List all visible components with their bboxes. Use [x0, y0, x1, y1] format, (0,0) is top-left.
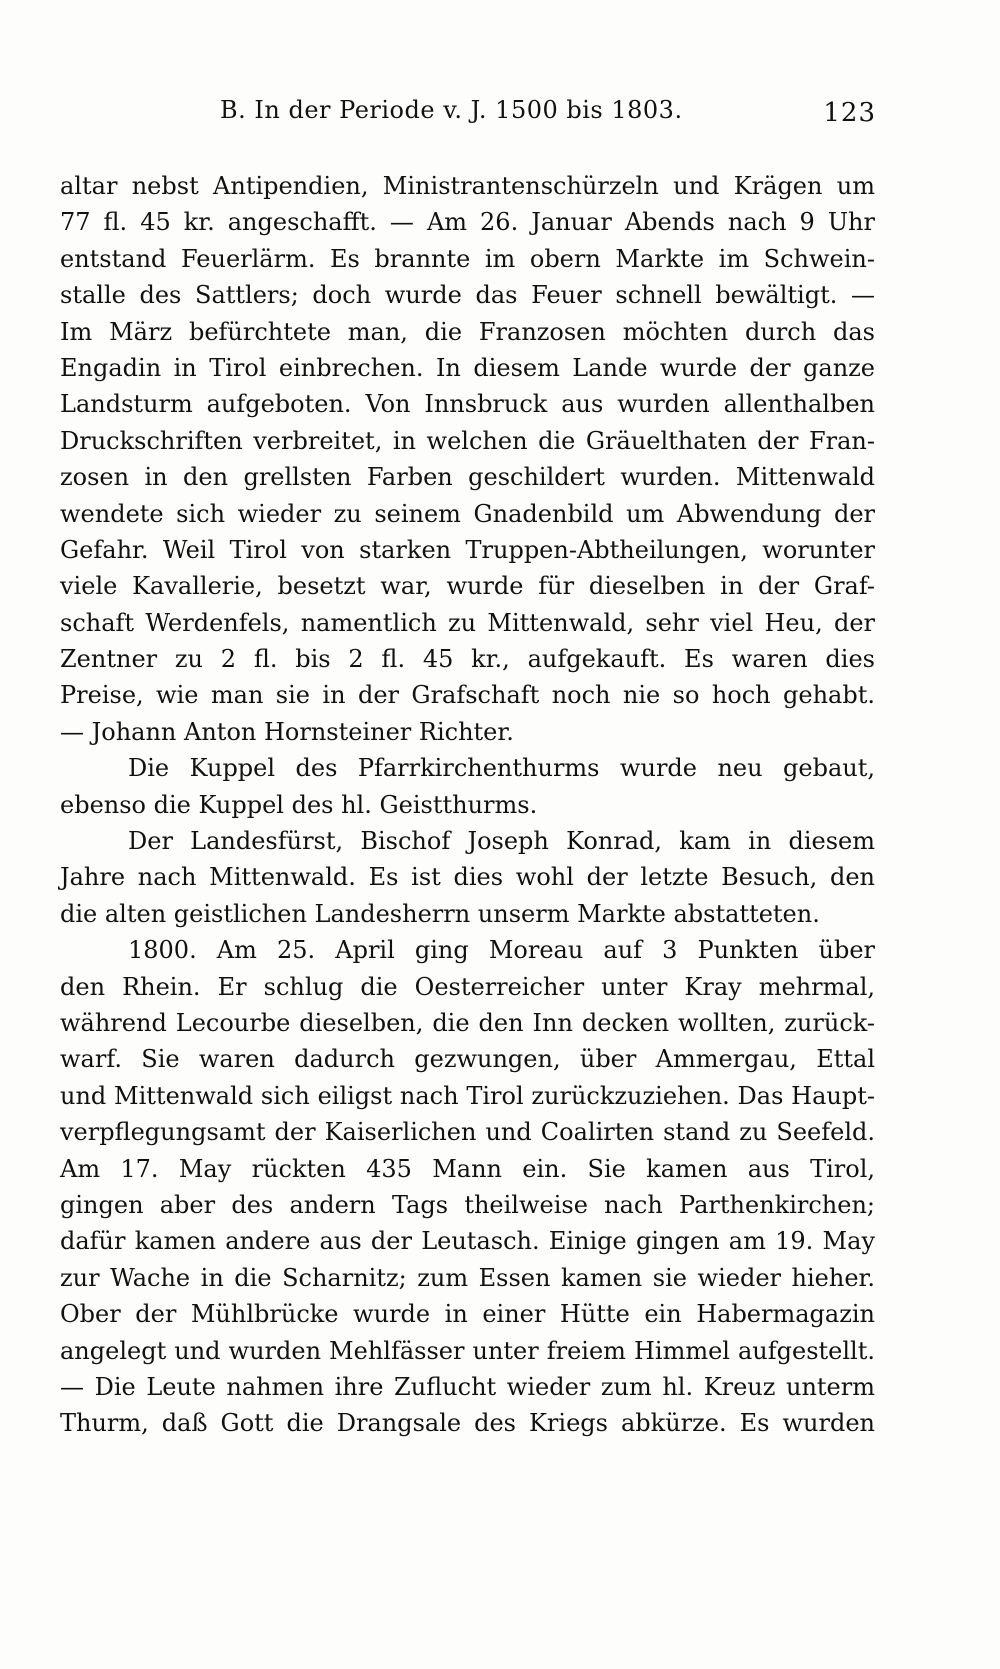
text-line: Der Landesfürst, Bischof Joseph Konrad, kam in diesem [128, 827, 875, 856]
text-line: Jahre nach Mittenwald. Es ist dies wohl der letzte Besuch, den [60, 863, 875, 892]
text-line: entstand Feuerlärm. Es brannte im obern Markte im Schwein- [60, 244, 875, 273]
text-line: gingen aber des andern Tags theilweise nach Parthenkirchen; [60, 1190, 875, 1219]
text-line: ebenso die Kuppel des hl. Geistthurms. [60, 790, 538, 819]
text-line: Die Kuppel des Pfarrkirchenthurms wurde neu gebaut, [128, 754, 875, 783]
text-line: und Mittenwald sich eiligst nach Tirol zurückzuziehen. Das Haupt- [60, 1081, 875, 1110]
running-head-title: B. In der Periode v. J. 1500 bis 1803. [220, 96, 683, 124]
text-line: Preise, wie man sie in der Grafschaft noch nie so hoch gehabt. [60, 681, 875, 710]
text-line: — Johann Anton Hornsteiner Richter. [60, 717, 514, 746]
text-line: wendete sich wieder zu seinem Gnadenbild um Abwendung der [60, 499, 875, 528]
text-line: warf. Sie waren dadurch gezwungen, über Ammergau, Ettal [60, 1045, 875, 1074]
text-line: die alten geistlichen Landesherrn unserm Markte abstatteten. [60, 899, 820, 928]
text-line: zur Wache in die Scharnitz; zum Essen kamen sie wieder hieher. [60, 1263, 875, 1292]
text-line: Gefahr. Weil Tirol von starken Truppen-Abtheilungen, worunter [60, 535, 875, 564]
text-line: Druckschriften verbreitet, in welchen die Gräuelthaten der Fran- [60, 426, 875, 455]
text-line: viele Kavallerie, besetzt war, wurde für dieselben in der Graf- [60, 572, 875, 601]
text-line: während Lecourbe dieselben, die den Inn decken wollten, zurück- [60, 1008, 875, 1037]
text-line: zosen in den grellsten Farben geschildert wurden. Mittenwald [60, 463, 875, 492]
text-line: Am 17. May rückten 435 Mann ein. Sie kamen aus Tirol, [60, 1154, 875, 1183]
text-line: Zentner zu 2 fl. bis 2 fl. 45 kr., aufgekauft. Es waren dies [60, 645, 875, 674]
text-line: schaft Werdenfels, namentlich zu Mittenwald, sehr viel Heu, der [60, 608, 875, 637]
text-line: stalle des Sattlers; doch wurde das Feuer schnell bewältigt. — [60, 281, 875, 310]
text-line: den Rhein. Er schlug die Oesterreicher unter Kray mehrmal, [60, 972, 875, 1001]
text-line: Ober der Mühlbrücke wurde in einer Hütte ein Habermagazin [60, 1300, 875, 1329]
text-line: Im März befürchtete man, die Franzosen möchten durch das [60, 317, 875, 346]
text-line: 1800. Am 25. April ging Moreau auf 3 Punkten über [128, 936, 875, 965]
text-line: dafür kamen andere aus der Leutasch. Einige gingen am 19. May [60, 1227, 875, 1256]
body-text [60, 168, 875, 1442]
page-number: 123 [823, 98, 876, 128]
text-line: Thurm, daß Gott die Drangsale des Kriegs abkürze. Es wurden [60, 1409, 875, 1438]
running-head [60, 96, 876, 136]
text-line: Engadin in Tirol einbrechen. In diesem Lande wurde der ganze [60, 353, 875, 382]
text-line: altar nebst Antipendien, Ministrantenschürzeln und Krägen um [60, 172, 875, 200]
text-line: angelegt und wurden Mehlfässer unter freiem Himmel aufgestellt. [60, 1336, 875, 1365]
text-line: verpflegungsamt der Kaiserlichen und Coalirten stand zu Seefeld. [60, 1118, 875, 1147]
text-line: 77 fl. 45 kr. angeschafft. — Am 26. Januar Abends nach 9 Uhr [60, 208, 875, 237]
text-line: Landsturm aufgeboten. Von Innsbruck aus wurden allenthalben [60, 390, 875, 419]
text-line: — Die Leute nahmen ihre Zuflucht wieder zum hl. Kreuz unterm [60, 1372, 875, 1401]
